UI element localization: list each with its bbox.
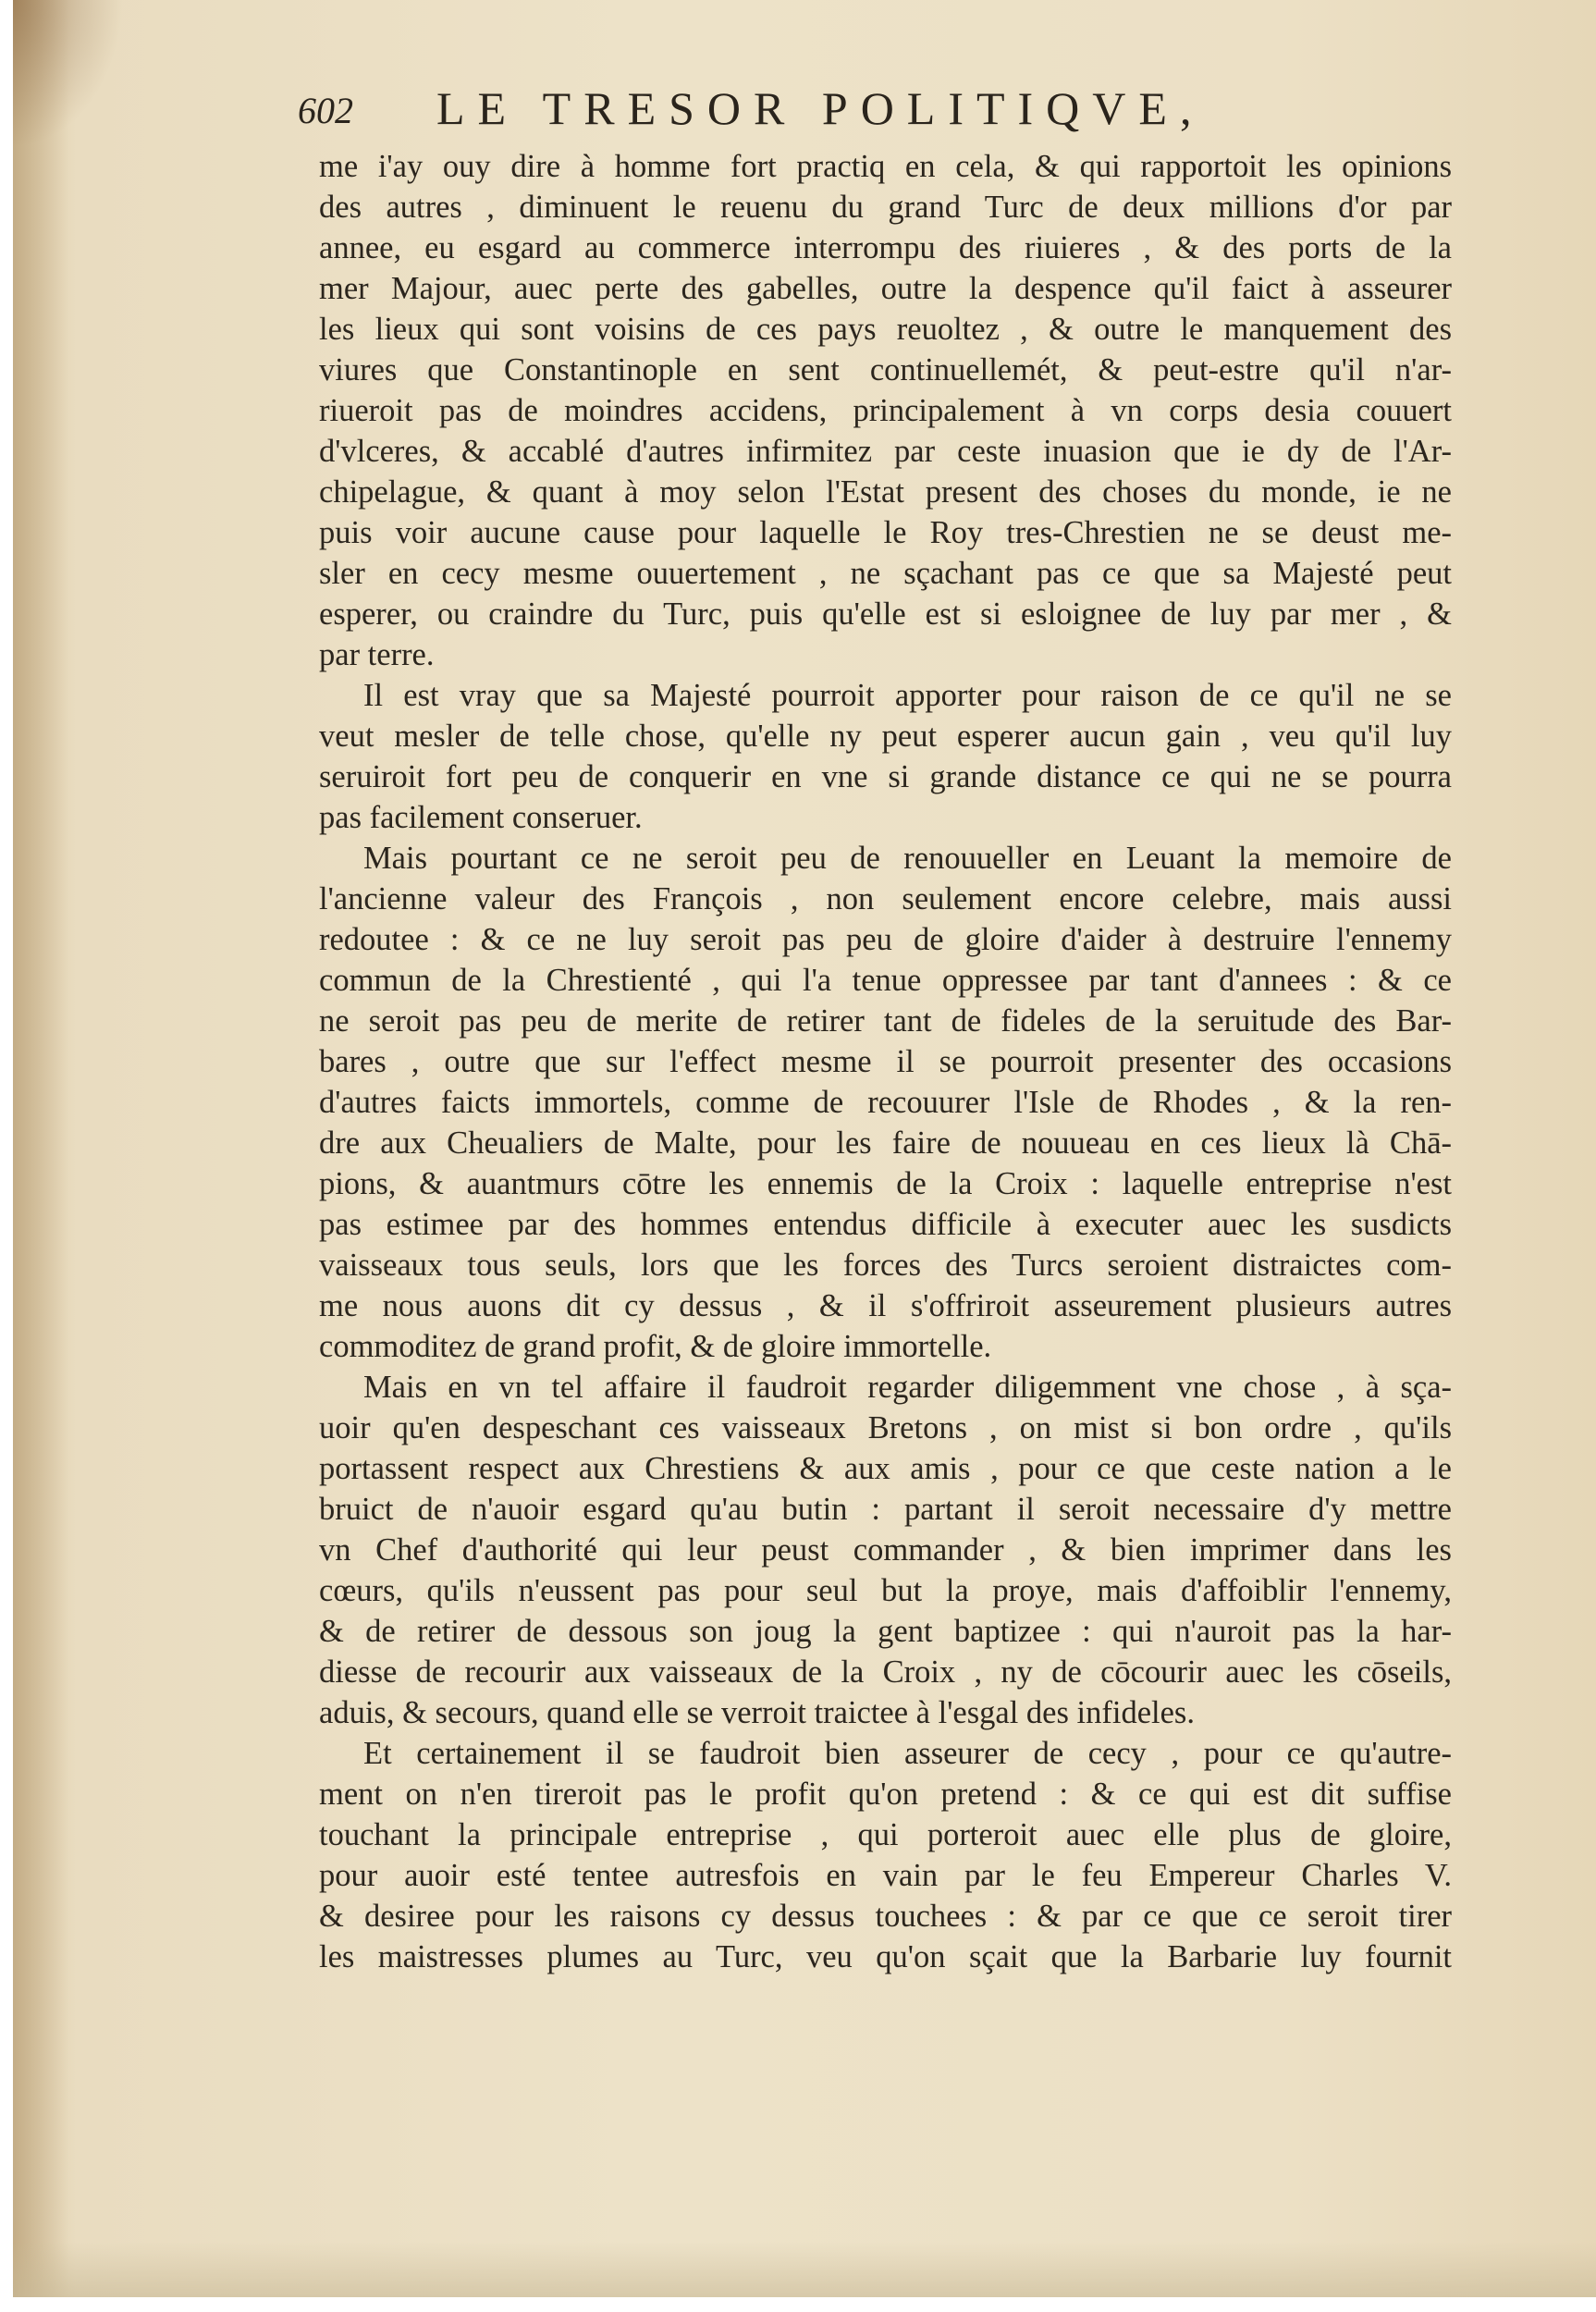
page-header: [298, 81, 1454, 146]
page-stain: [13, 0, 124, 148]
text-line: pas estimee par des hommes entendus difficile à executer auec les susdicts: [319, 1207, 1452, 1242]
text-line: cœurs, qu'ils n'eussent pas pour seul but la proye, mais d'affoiblir l'ennemy,: [319, 1573, 1452, 1608]
text-line: & de retirer de dessous son joug la gent baptizee : qui n'auroit pas la har-: [319, 1614, 1452, 1649]
page-bottom-edge: [13, 2242, 1596, 2297]
text-line: par terre.: [319, 637, 435, 672]
paragraph-start-line: Mais pourtant ce ne seroit peu de renouueller en Leuant la memoire de: [363, 841, 1452, 876]
text-line: des autres , diminuent le reuenu du grand Turc de deux millions d'or par: [319, 190, 1452, 225]
page-number: 602: [298, 90, 353, 131]
text-line: aduis, & secours, quand elle se verroit traictee à l'esgal des infideles.: [319, 1695, 1195, 1730]
text-line: mer Majour, auec perte des gabelles, outre la despence qu'il faict à asseurer: [319, 271, 1452, 306]
text-line: puis voir aucune cause pour laquelle le Roy tres-Chrestien ne se deust me-: [319, 515, 1452, 550]
text-line: pas facilement conseruer.: [319, 800, 643, 835]
text-line: viures que Constantinople en sent continuellemét, & peut-estre qu'il n'ar-: [319, 352, 1452, 387]
paragraph-start-line: Mais en vn tel affaire il faudroit regarder diligemment vne chose , à sça-: [363, 1370, 1452, 1405]
text-line: portassent respect aux Chrestiens & aux amis , pour ce que ceste nation a le: [319, 1451, 1452, 1486]
text-line: diesse de recourir aux vaisseaux de la Croix , ny de cōcourir auec les cōseils,: [319, 1654, 1452, 1690]
text-line: pour auoir esté tentee autresfois en vain par le feu Empereur Charles V.: [319, 1858, 1452, 1893]
text-line: ne seroit pas peu de merite de retirer tant de fideles de la seruitude des Bar-: [319, 1003, 1452, 1039]
text-line: pions, & auantmurs cōtre les ennemis de la Croix : laquelle entreprise n'est: [319, 1166, 1452, 1201]
body-text: [319, 146, 1452, 1996]
text-line: chipelague, & quant à moy selon l'Estat present des choses du monde, ie ne: [319, 474, 1452, 510]
text-line: bruict de n'auoir esgard qu'au butin : partant il seroit necessaire d'y mettre: [319, 1492, 1452, 1527]
text-line: seruiroit fort peu de conquerir en vne si grande distance ce qui ne se pourra: [319, 759, 1452, 794]
text-line: vaisseaux tous seuls, lors que les forces des Turcs seroient distraictes com-: [319, 1248, 1452, 1283]
text-line: commun de la Chrestienté , qui l'a tenue oppressee par tant d'annees : & ce: [319, 963, 1452, 998]
text-line: touchant la principale entreprise , qui porteroit auec elle plus de gloire,: [319, 1817, 1452, 1852]
text-line: d'vlceres, & accablé d'autres infirmitez par ceste inuasion que ie dy de l'Ar-: [319, 434, 1452, 469]
text-line: me i'ay ouy dire à homme fort practiq en cela, & qui rapportoit les opinions: [319, 149, 1452, 184]
text-line: d'autres faicts immortels, comme de recouurer l'Isle de Rhodes , & la ren-: [319, 1085, 1452, 1120]
text-line: veut mesler de telle chose, qu'elle ny peut esperer aucun gain , veu qu'il luy: [319, 719, 1452, 754]
paragraph-start-line: Il est vray que sa Majesté pourroit apporter pour raison de ce qu'il ne se: [363, 678, 1452, 713]
page-gutter-shadow: [13, 0, 68, 2297]
text-line: riueroit pas de moindres accidens, principalement à vn corps desia couuert: [319, 393, 1452, 428]
text-line: vn Chef d'authorité qui leur peust commander , & bien imprimer dans les: [319, 1532, 1452, 1568]
text-line: uoir qu'en despeschant ces vaisseaux Bretons , on mist si bon ordre , qu'ils: [319, 1410, 1452, 1445]
paragraph-start-line: Et certainement il se faudroit bien asseurer de cecy , pour ce qu'autre-: [363, 1736, 1452, 1771]
text-line: l'ancienne valeur des François , non seulement encore celebre, mais aussi: [319, 881, 1452, 916]
text-line: bares , outre que sur l'effect mesme il se pourroit presenter des occasions: [319, 1044, 1452, 1079]
text-line: annee, eu esgard au commerce interrompu des riuieres , & des ports de la: [319, 230, 1452, 265]
text-line: me nous auons dit cy dessus , & il s'offriroit asseurement plusieurs autres: [319, 1288, 1452, 1323]
text-line: redoutee : & ce ne luy seroit pas peu de gloire d'aider à destruire l'ennemy: [319, 922, 1452, 957]
text-line: dre aux Cheualiers de Malte, pour les faire de nouueau en ces lieux là Chā-: [319, 1125, 1452, 1161]
text-line: les maistresses plumes au Turc, veu qu'on sçait que la Barbarie luy fournit: [319, 1939, 1452, 1974]
text-line: & desiree pour les raisons cy dessus touchees : & par ce que ce seroit tirer: [319, 1899, 1452, 1934]
text-line: commoditez de grand profit, & de gloire immortelle.: [319, 1329, 992, 1364]
text-line: esperer, ou craindre du Turc, puis qu'elle est si esloignee de luy par mer , &: [319, 596, 1452, 632]
text-line: sler en cecy mesme ouuertement , ne sçachant pas ce que sa Majesté peut: [319, 556, 1452, 591]
text-line: ment on n'en tireroit pas le profit qu'on pretend : & ce qui est dit suffise: [319, 1777, 1452, 1812]
running-title: LE TRESOR POLITIQVE,: [436, 82, 1205, 134]
text-line: les lieux qui sont voisins de ces pays reuoltez , & outre le manquement des: [319, 312, 1452, 347]
